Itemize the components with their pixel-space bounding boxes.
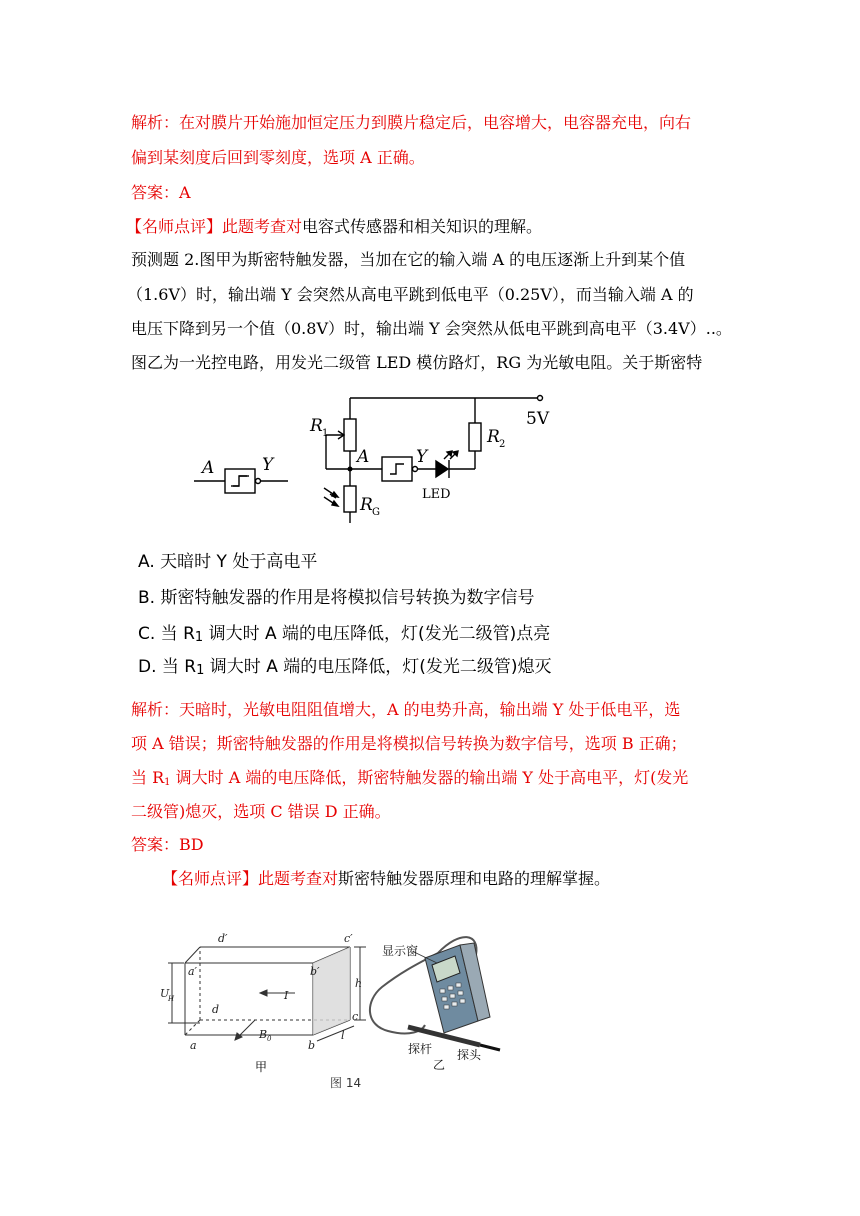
label-r2: R — [487, 427, 500, 447]
label-c: c — [352, 1010, 359, 1023]
label-d2: d′ — [218, 932, 228, 945]
option-c-sub: 1 — [194, 630, 204, 645]
review-lead: 此题考查对 — [222, 217, 303, 236]
question-text-line: （1.6V）时，输出端 Y 会突然从高电平跳到低电平（0.25V），而当输入端 A 的 — [127, 285, 694, 304]
answer-text: 答案：A — [131, 183, 191, 202]
label-rg: R — [360, 495, 373, 515]
label-rg-sub: G — [372, 507, 380, 518]
label-b0-sub: 0 — [267, 1035, 272, 1043]
label-h: h — [355, 977, 363, 990]
option-c — [138, 619, 550, 645]
option-c-post: 调大时 A 端的电压降低，灯(发光二级管)点亮 — [203, 624, 551, 644]
analysis-pre: 当 R — [131, 768, 165, 787]
teacher-review — [162, 866, 610, 892]
question-text-line: 电压下降到另一个值（0.8V）时，输出端 Y 会突然从低电平跳到高电平（3.4V）..。 — [131, 319, 732, 338]
label-u: U — [160, 987, 170, 1000]
label-a: A — [202, 458, 215, 478]
label-b0: B — [259, 1028, 268, 1041]
option-c-pre: C. 当 R — [138, 624, 195, 644]
analysis-text-line: 解析：在对膜片开始施加恒定压力到膜片稳定后，电容增大，电容器充电，向右 — [131, 113, 692, 132]
label-u-sub: H — [168, 995, 175, 1003]
label-rod: 探杆 — [408, 1042, 433, 1056]
option-d-pre: D. 当 R — [138, 657, 197, 677]
analysis-post: 调大时 A 端的电压降低，斯密特触发器的输出端 Y 处于高电平，灯(发光 — [170, 768, 689, 787]
review-body: 斯密特触发器原理和电路的理解掌握。 — [338, 869, 611, 888]
label-y: Y — [262, 455, 274, 475]
label-l: l — [341, 1029, 345, 1042]
label-c2: c′ — [344, 932, 353, 945]
option-b: B. 斯密特触发器的作用是将模拟信号转换为数字信号 — [138, 588, 535, 608]
label-r2-sub: 2 — [499, 439, 506, 450]
label-y2: Y — [416, 447, 428, 467]
question-text-line: 预测题 2.图甲为斯密特触发器，当加在它的输入端 A 的电压逐渐上升到某个值 — [131, 250, 686, 269]
label-a2: A — [357, 447, 370, 467]
review-tag: 【名师点评】 — [126, 217, 223, 236]
label-led: LED — [422, 487, 451, 502]
label-r1-sub: 1 — [322, 428, 329, 439]
option-a: A. 天暗时 Y 处于高电平 — [138, 552, 318, 572]
option-d-post: 调大时 A 端的电压降低，灯(发光二级管)熄灭 — [204, 657, 552, 677]
review-lead: 此题考查对 — [258, 869, 339, 888]
label-r1: R — [310, 416, 323, 436]
analysis-text-line — [131, 765, 688, 796]
option-d-sub: 1 — [196, 663, 205, 678]
figure-caption: 图 14 — [330, 1076, 362, 1090]
question-text-line: 图乙为一光控电路，用发光二级管 LED 模仿路灯，RG 为光敏电阻。关于斯密特 — [131, 353, 703, 372]
analysis-sub: 1 — [164, 777, 171, 788]
label-probe: 探头 — [457, 1048, 482, 1062]
review-tag: 【名师点评】 — [162, 869, 259, 888]
circuit-diagram — [190, 390, 570, 530]
analysis-text-line: 项 A 错误；斯密特触发器的作用是将模拟信号转换为数字信号，选项 B 正确； — [131, 734, 687, 753]
label-display: 显示窗 — [382, 944, 419, 958]
label-jia: 甲 — [255, 1060, 268, 1074]
option-d — [138, 652, 552, 678]
label-b: b — [308, 1039, 316, 1052]
label-d: d — [212, 1003, 220, 1016]
label-b2: b′ — [310, 965, 320, 978]
label-a-box: a — [190, 1039, 197, 1052]
label-i: I — [284, 989, 289, 1002]
review-body: 电容式传感器和相关知识的理解。 — [302, 217, 543, 236]
analysis-text-line: 偏到某刻度后回到零刻度，选项 A 正确。 — [131, 148, 425, 167]
label-yi: 乙 — [433, 1058, 446, 1072]
label-a2-box: a′ — [188, 965, 198, 978]
teacher-review — [126, 214, 542, 240]
answer-text: 答案：BD — [131, 835, 204, 854]
label-5v: 5V — [526, 409, 550, 429]
analysis-text-line: 解析：天暗时，光敏电阻阻值增大，A 的电势升高，输出端 Y 处于低电平，选 — [131, 700, 681, 719]
analysis-text-line: 二级管)熄灭，选项 C 错误 D 正确。 — [131, 802, 391, 821]
hall-effect-figure — [160, 925, 520, 1095]
